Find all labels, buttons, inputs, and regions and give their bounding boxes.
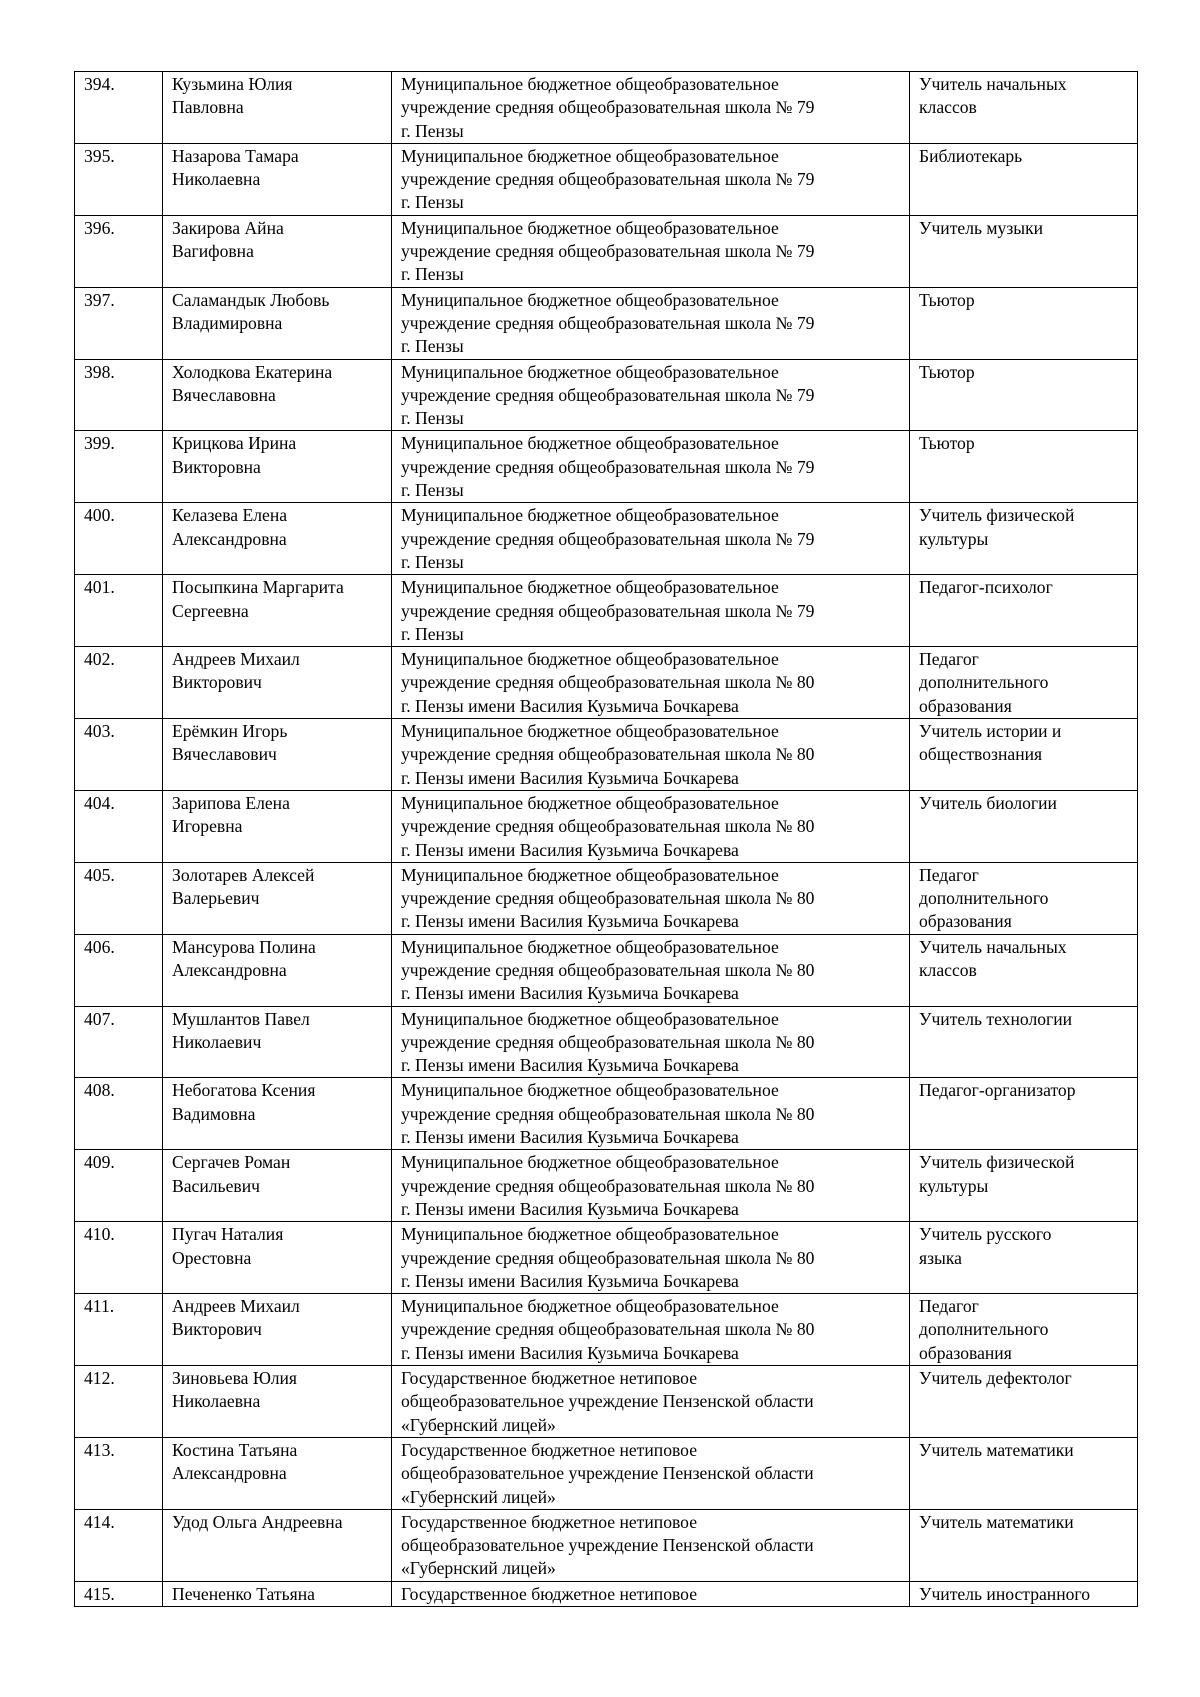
position: Учитель начальных классов <box>910 72 1138 144</box>
staff-name: Холодкова Екатерина Вячеславовна <box>163 359 392 431</box>
staff-name: Андреев Михаил Викторович <box>163 1294 392 1366</box>
organization: Государственное бюджетное нетиповое общеобразовательное учреждение Пензенской области «Губернский лицей» <box>392 1437 910 1509</box>
row-number: 414. <box>75 1509 163 1581</box>
table-row <box>75 72 1138 144</box>
table-row <box>75 1509 1138 1581</box>
position: Учитель истории и обществознания <box>910 719 1138 791</box>
position: Учитель математики <box>910 1509 1138 1581</box>
position: Учитель начальных классов <box>910 934 1138 1006</box>
position: Учитель русского языка <box>910 1222 1138 1294</box>
table-row <box>75 1581 1138 1606</box>
staff-table <box>74 71 1138 1607</box>
row-number: 396. <box>75 215 163 287</box>
table-row <box>75 1150 1138 1222</box>
organization: Государственное бюджетное нетиповое общеобразовательное учреждение Пензенской области «Губернский лицей» <box>392 1509 910 1581</box>
staff-name: Костина Татьяна Александровна <box>163 1437 392 1509</box>
row-number: 410. <box>75 1222 163 1294</box>
position: Учитель дефектолог <box>910 1366 1138 1438</box>
table-row <box>75 1222 1138 1294</box>
table-row <box>75 359 1138 431</box>
staff-name: Мушлантов Павел Николаевич <box>163 1006 392 1078</box>
position: Тьютор <box>910 431 1138 503</box>
organization: Муниципальное бюджетное общеобразовательное учреждение средняя общеобразовательная школа № 79 г. Пензы <box>392 575 910 647</box>
table-row <box>75 1006 1138 1078</box>
row-number: 394. <box>75 72 163 144</box>
staff-name: Назарова Тамара Николаевна <box>163 143 392 215</box>
staff-name: Мансурова Полина Александровна <box>163 934 392 1006</box>
staff-name: Зарипова Елена Игоревна <box>163 790 392 862</box>
staff-name: Крицкова Ирина Викторовна <box>163 431 392 503</box>
table-row <box>75 287 1138 359</box>
organization: Муниципальное бюджетное общеобразовательное учреждение средняя общеобразовательная школа № 80 г. Пензы имени Василия Кузьмича Бочкарева <box>392 862 910 934</box>
table-row <box>75 1437 1138 1509</box>
staff-name: Небогатова Ксения Вадимовна <box>163 1078 392 1150</box>
staff-name: Келазева Елена Александровна <box>163 503 392 575</box>
organization: Муниципальное бюджетное общеобразовательное учреждение средняя общеобразовательная школа № 80 г. Пензы имени Василия Кузьмича Бочкарева <box>392 1294 910 1366</box>
staff-name: Зиновьева Юлия Николаевна <box>163 1366 392 1438</box>
position: Тьютор <box>910 359 1138 431</box>
organization: Муниципальное бюджетное общеобразовательное учреждение средняя общеобразовательная школа № 80 г. Пензы имени Василия Кузьмича Бочкарева <box>392 934 910 1006</box>
position: Тьютор <box>910 287 1138 359</box>
staff-name: Закирова Айна Вагифовна <box>163 215 392 287</box>
row-number: 397. <box>75 287 163 359</box>
table-row <box>75 1078 1138 1150</box>
organization: Муниципальное бюджетное общеобразовательное учреждение средняя общеобразовательная школа № 79 г. Пензы <box>392 72 910 144</box>
table-row <box>75 790 1138 862</box>
table-row <box>75 1366 1138 1438</box>
organization: Муниципальное бюджетное общеобразовательное учреждение средняя общеобразовательная школа № 79 г. Пензы <box>392 503 910 575</box>
position: Педагог дополнительного образования <box>910 647 1138 719</box>
position: Педагог дополнительного образования <box>910 862 1138 934</box>
row-number: 411. <box>75 1294 163 1366</box>
staff-name: Андреев Михаил Викторович <box>163 647 392 719</box>
organization: Государственное бюджетное нетиповое общеобразовательное учреждение Пензенской области «Губернский лицей» <box>392 1366 910 1438</box>
table-row <box>75 575 1138 647</box>
row-number: 407. <box>75 1006 163 1078</box>
staff-name: Печененко Татьяна <box>163 1581 392 1606</box>
row-number: 406. <box>75 934 163 1006</box>
table-row <box>75 143 1138 215</box>
position: Учитель музыки <box>910 215 1138 287</box>
organization: Государственное бюджетное нетиповое <box>392 1581 910 1606</box>
staff-name: Посыпкина Маргарита Сергеевна <box>163 575 392 647</box>
organization: Муниципальное бюджетное общеобразовательное учреждение средняя общеобразовательная школа № 80 г. Пензы имени Василия Кузьмича Бочкарева <box>392 790 910 862</box>
position: Учитель физической культуры <box>910 1150 1138 1222</box>
staff-name: Золотарев Алексей Валерьевич <box>163 862 392 934</box>
table-row <box>75 647 1138 719</box>
organization: Муниципальное бюджетное общеобразовательное учреждение средняя общеобразовательная школа № 80 г. Пензы имени Василия Кузьмича Бочкарева <box>392 647 910 719</box>
row-number: 408. <box>75 1078 163 1150</box>
row-number: 405. <box>75 862 163 934</box>
table-row <box>75 862 1138 934</box>
table-row <box>75 719 1138 791</box>
organization: Муниципальное бюджетное общеобразовательное учреждение средняя общеобразовательная школа № 80 г. Пензы имени Василия Кузьмича Бочкарева <box>392 1150 910 1222</box>
row-number: 404. <box>75 790 163 862</box>
row-number: 399. <box>75 431 163 503</box>
organization: Муниципальное бюджетное общеобразовательное учреждение средняя общеобразовательная школа № 79 г. Пензы <box>392 287 910 359</box>
row-number: 409. <box>75 1150 163 1222</box>
row-number: 398. <box>75 359 163 431</box>
organization: Муниципальное бюджетное общеобразовательное учреждение средняя общеобразовательная школа № 80 г. Пензы имени Василия Кузьмича Бочкарева <box>392 1222 910 1294</box>
position: Учитель биологии <box>910 790 1138 862</box>
table-row <box>75 503 1138 575</box>
row-number: 395. <box>75 143 163 215</box>
row-number: 412. <box>75 1366 163 1438</box>
organization: Муниципальное бюджетное общеобразовательное учреждение средняя общеобразовательная школа № 79 г. Пензы <box>392 431 910 503</box>
staff-name: Саламандык Любовь Владимировна <box>163 287 392 359</box>
table-row <box>75 431 1138 503</box>
staff-name: Пугач Наталия Орестовна <box>163 1222 392 1294</box>
table-row <box>75 934 1138 1006</box>
staff-name: Удод Ольга Андреевна <box>163 1509 392 1581</box>
row-number: 402. <box>75 647 163 719</box>
row-number: 413. <box>75 1437 163 1509</box>
table-row <box>75 1294 1138 1366</box>
organization: Муниципальное бюджетное общеобразовательное учреждение средняя общеобразовательная школа № 79 г. Пензы <box>392 215 910 287</box>
position: Библиотекарь <box>910 143 1138 215</box>
row-number: 403. <box>75 719 163 791</box>
organization: Муниципальное бюджетное общеобразовательное учреждение средняя общеобразовательная школа № 80 г. Пензы имени Василия Кузьмича Бочкарева <box>392 1078 910 1150</box>
position: Учитель физической культуры <box>910 503 1138 575</box>
organization: Муниципальное бюджетное общеобразовательное учреждение средняя общеобразовательная школа № 79 г. Пензы <box>392 359 910 431</box>
row-number: 400. <box>75 503 163 575</box>
staff-name: Кузьмина Юлия Павловна <box>163 72 392 144</box>
position: Педагог дополнительного образования <box>910 1294 1138 1366</box>
position: Учитель иностранного <box>910 1581 1138 1606</box>
table-row <box>75 215 1138 287</box>
staff-name: Ерёмкин Игорь Вячеславович <box>163 719 392 791</box>
position: Педагог-организатор <box>910 1078 1138 1150</box>
position: Учитель математики <box>910 1437 1138 1509</box>
staff-name: Сергачев Роман Васильевич <box>163 1150 392 1222</box>
position: Педагог-психолог <box>910 575 1138 647</box>
staff-table-body <box>75 72 1138 1607</box>
position: Учитель технологии <box>910 1006 1138 1078</box>
organization: Муниципальное бюджетное общеобразовательное учреждение средняя общеобразовательная школа № 80 г. Пензы имени Василия Кузьмича Бочкарева <box>392 719 910 791</box>
row-number: 401. <box>75 575 163 647</box>
organization: Муниципальное бюджетное общеобразовательное учреждение средняя общеобразовательная школа № 80 г. Пензы имени Василия Кузьмича Бочкарева <box>392 1006 910 1078</box>
row-number: 415. <box>75 1581 163 1606</box>
organization: Муниципальное бюджетное общеобразовательное учреждение средняя общеобразовательная школа № 79 г. Пензы <box>392 143 910 215</box>
